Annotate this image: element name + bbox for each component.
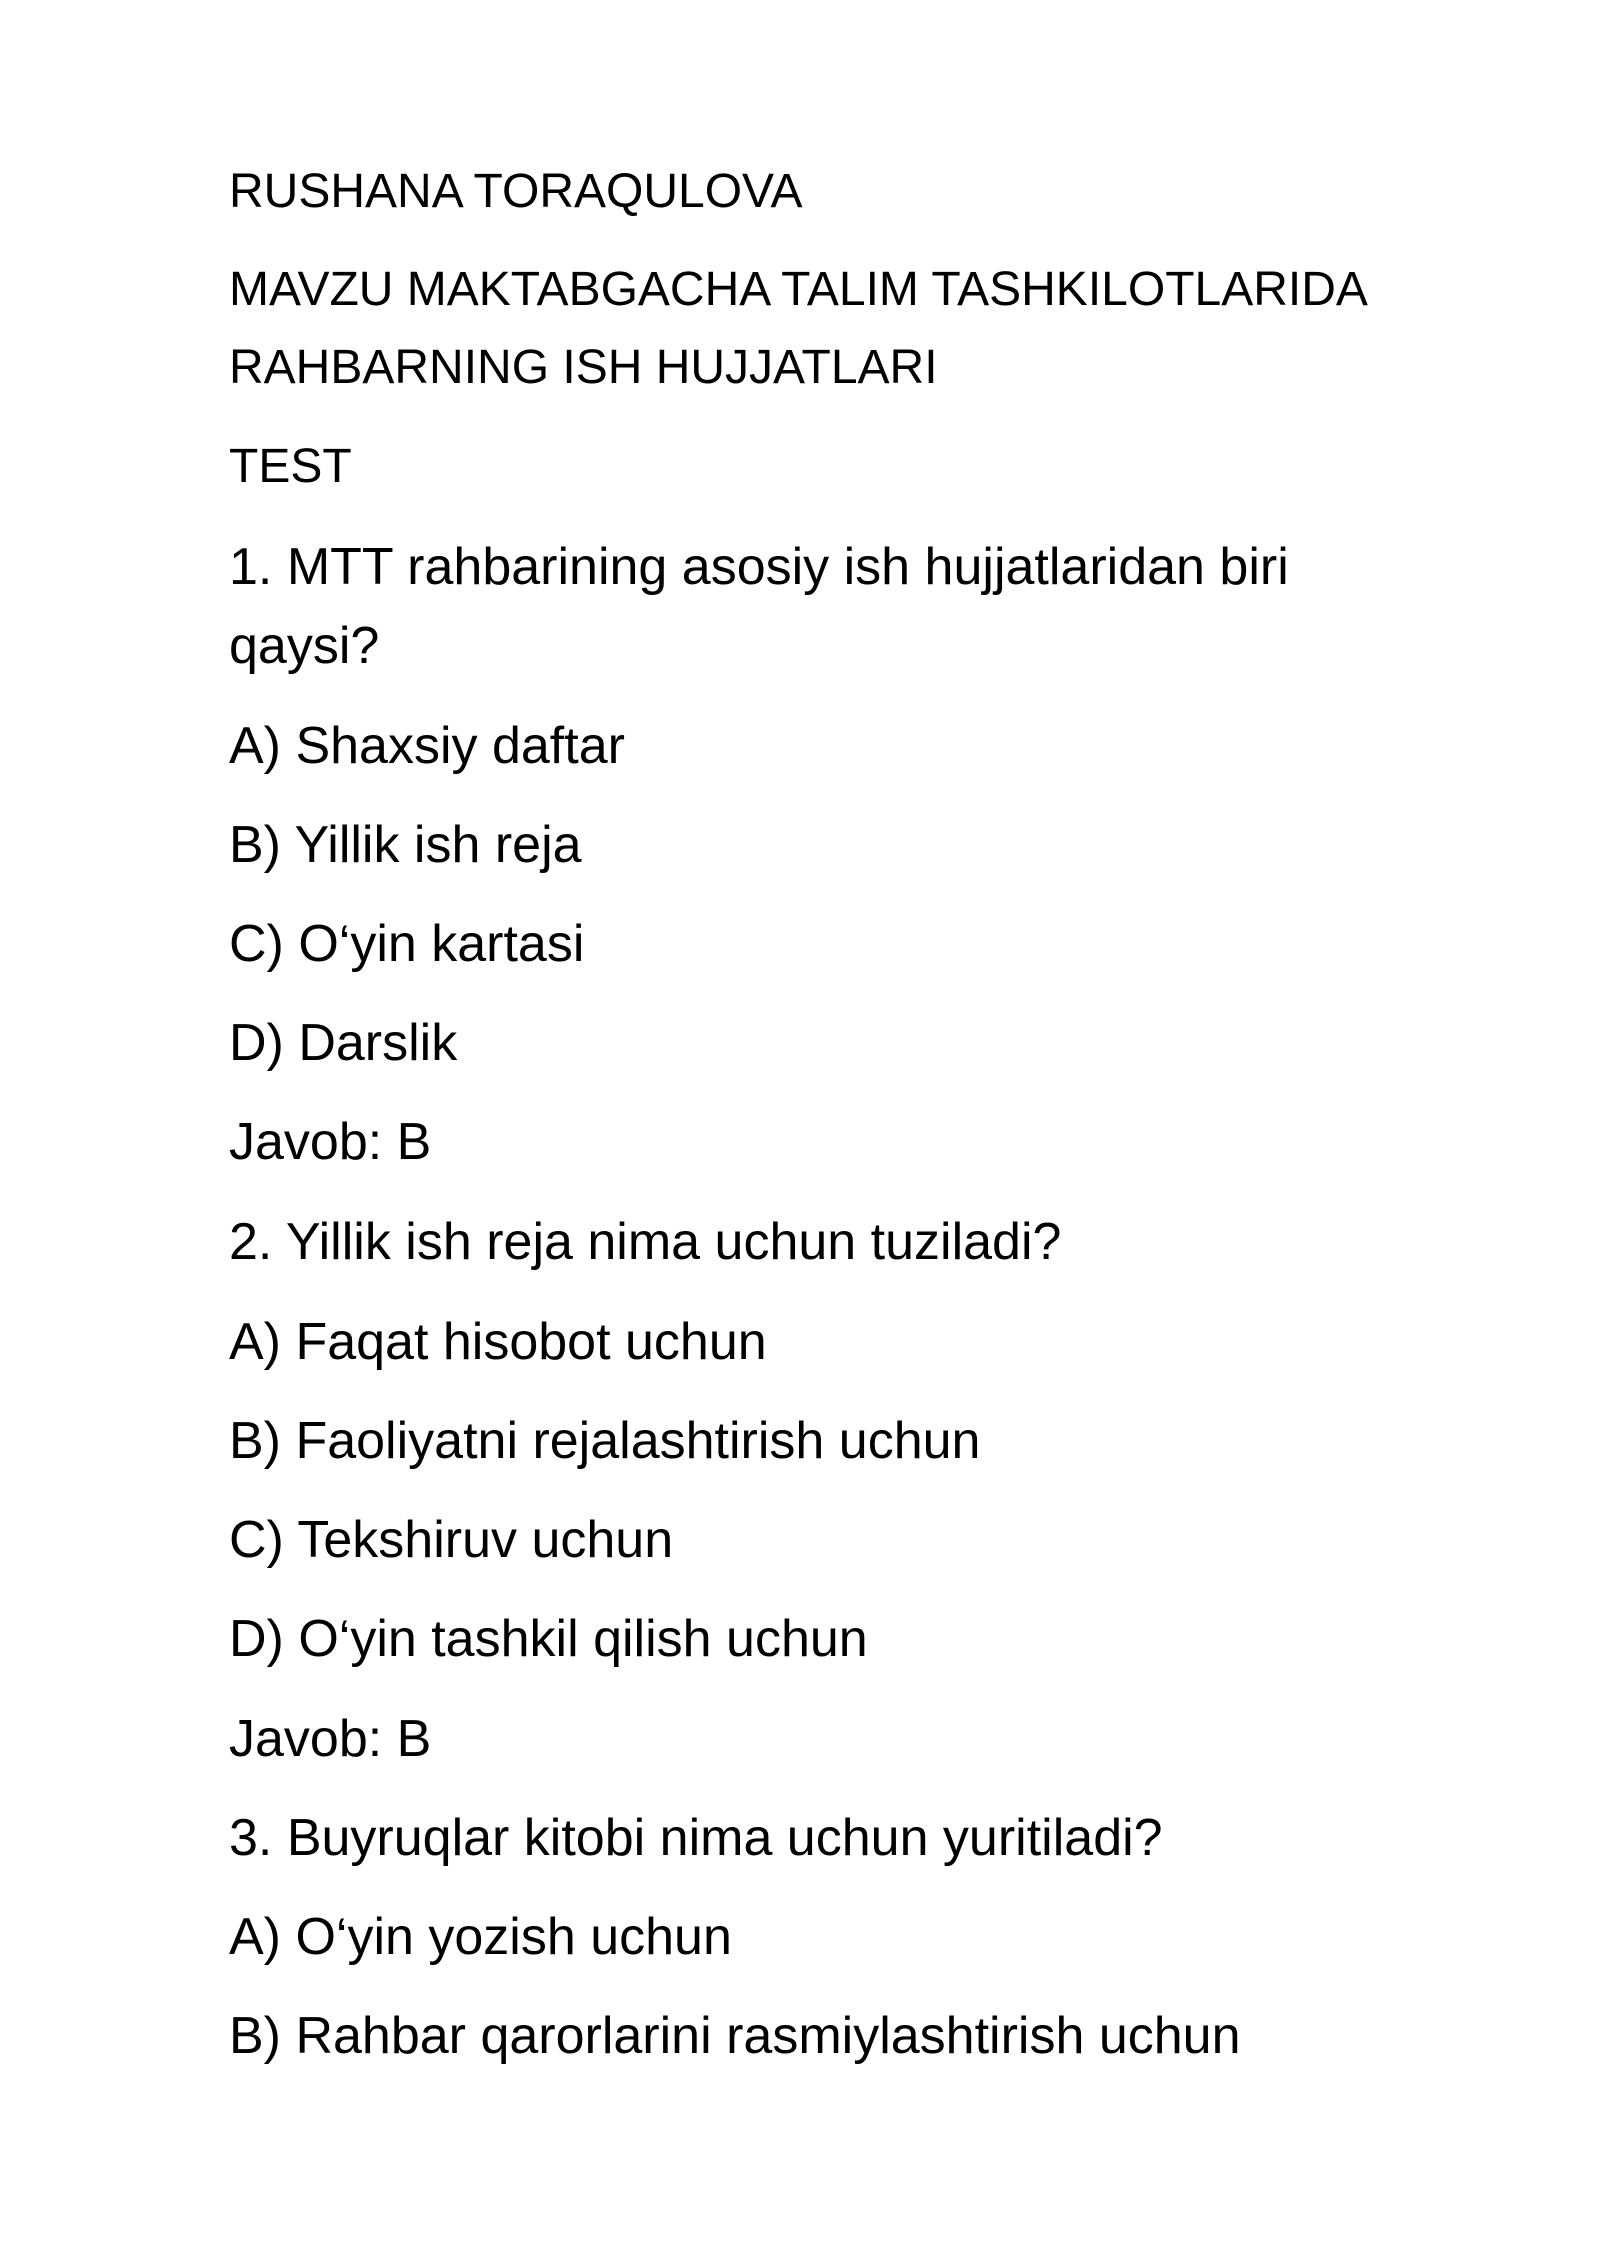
- topic-line-1: MAVZU MAKTABGACHA TALIM TASHKILOTLARIDA: [229, 263, 1368, 316]
- question-3-option-b: B) Rahbar qarorlarini rasmiylashtirish uchun: [229, 2007, 1241, 2065]
- section-title: TEST: [229, 440, 352, 493]
- question-3-text: 3. Buyruqlar kitobi nima uchun yuritiladi?: [229, 1809, 1163, 1867]
- question-2-option-b: B) Faoliyatni rejalashtirish uchun: [229, 1412, 981, 1470]
- author-name: RUSHANA TORAQULOVA: [229, 165, 803, 218]
- question-1-option-b: B) Yillik ish reja: [229, 816, 582, 874]
- question-1-answer: Javob: B: [229, 1113, 432, 1171]
- question-2-option-d: D) O‘yin tashkil qilish uchun: [229, 1610, 868, 1668]
- topic-line-2: RAHBARNING ISH HUJJATLARI: [229, 341, 938, 394]
- question-1-option-a: A) Shaxsiy daftar: [229, 717, 625, 775]
- question-1-text-cont: qaysi?: [229, 617, 380, 675]
- question-2-text: 2. Yillik ish reja nima uchun tuziladi?: [229, 1213, 1062, 1271]
- question-1-option-c: C) O‘yin kartasi: [229, 915, 585, 973]
- question-1-text: 1. MTT rahbarining asosiy ish hujjatlaridan biri: [229, 538, 1289, 596]
- question-3-option-a: A) O‘yin yozish uchun: [229, 1908, 732, 1966]
- question-2-answer: Javob: B: [229, 1710, 432, 1768]
- question-2-option-a: A) Faqat hisobot uchun: [229, 1313, 767, 1371]
- question-1-option-d: D) Darslik: [229, 1014, 458, 1072]
- question-2-option-c: C) Tekshiruv uchun: [229, 1511, 674, 1569]
